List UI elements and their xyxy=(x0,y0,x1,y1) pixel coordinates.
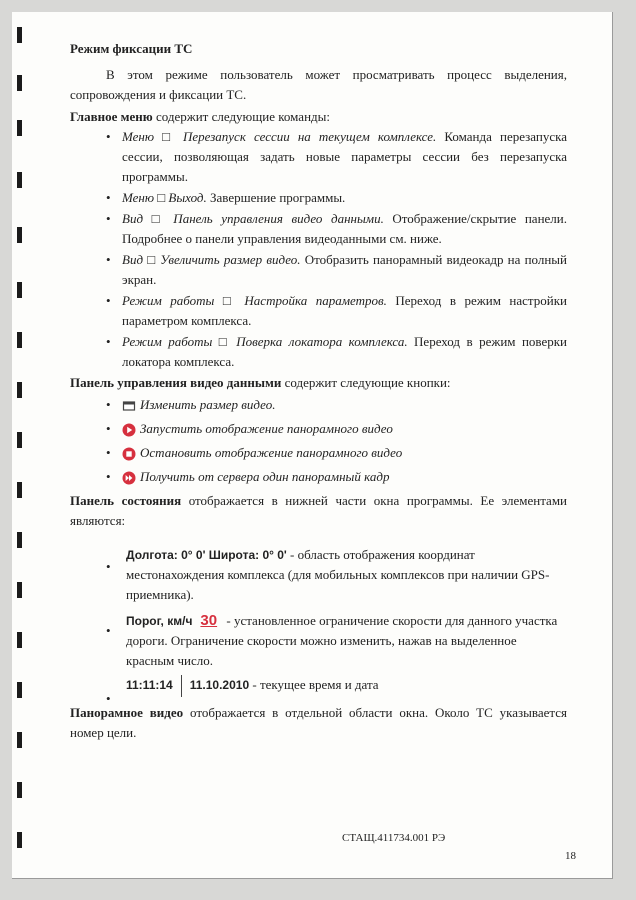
current-time: 11:11:14 xyxy=(126,678,173,692)
list-item xyxy=(70,188,567,208)
video-panel-heading-rest: содержит следующие кнопки: xyxy=(281,375,451,390)
resize-icon[interactable] xyxy=(122,399,136,413)
menu-path: Режим работы □ Поверка локатора комплекса. xyxy=(122,334,408,349)
status-panel-heading: Панель состояния xyxy=(70,493,182,508)
list-item xyxy=(70,465,567,489)
menu-description: Переход в режим поверки локатора комплекса. xyxy=(122,334,568,369)
panoramic-paragraph xyxy=(70,703,567,743)
menu-description: Отображение/скрытие панели. Подробнее о панели управления видеоданными см. ниже. xyxy=(122,211,567,246)
panoramic-heading-rest: отображается в отдельной области окна. Около ТС указывается номер цели. xyxy=(70,705,567,741)
video-panel-paragraph xyxy=(70,373,567,393)
binding-mark xyxy=(17,27,22,43)
datetime-description: - текущее время и дата xyxy=(249,677,379,692)
divider xyxy=(181,675,182,697)
play-icon[interactable] xyxy=(122,423,136,437)
binding-mark xyxy=(17,482,22,498)
document-code: СТАЩ.411734.001 РЭ xyxy=(342,832,446,844)
binding-mark xyxy=(17,282,22,298)
button-description: Получить от сервера один панорамный кадр xyxy=(140,469,390,484)
document-page xyxy=(12,12,613,879)
status-panel-elements xyxy=(70,545,567,697)
binding-mark xyxy=(17,732,22,748)
menu-path: Меню □ Перезапуск сессии на текущем комплексе. xyxy=(122,129,437,144)
intro-paragraph: В этом режиме пользователь может просматривать процесс выделения, сопровождения и фиксации ТС. xyxy=(70,67,567,102)
binding-mark xyxy=(17,75,22,91)
menu-path: Меню □ Выход. xyxy=(122,190,207,205)
coordinates-description: - область отображения координат местонахождения комплекса (для мобильных комплексов при наличии GPS-приемника). xyxy=(126,547,550,602)
video-panel-heading: Панель управления видео данными xyxy=(70,375,282,390)
list-item xyxy=(70,250,567,290)
binding-mark xyxy=(17,332,22,348)
panoramic-heading: Панорамное видео xyxy=(70,705,184,721)
current-date: 11.10.2010 xyxy=(189,678,250,692)
list-item xyxy=(70,675,567,697)
list-item xyxy=(70,209,567,249)
menu-description: Переход в режим настройки параметром комплекса. xyxy=(122,293,567,328)
binding-mark xyxy=(17,632,22,648)
list-item xyxy=(70,545,567,605)
status-panel-paragraph xyxy=(70,491,567,531)
binding-mark xyxy=(17,532,22,548)
status-panel-heading-rest: отображается в нижней части окна программы. Ее элементами являются: xyxy=(70,493,567,528)
main-menu-list xyxy=(70,127,567,372)
binding-mark xyxy=(17,382,22,398)
button-description: Запустить отображение панорамного видео xyxy=(140,421,393,436)
menu-description: Отобразить панорамный видеокадр на полный экран. xyxy=(122,252,567,287)
video-panel-buttons xyxy=(70,393,567,489)
speed-limit-value[interactable]: 30 xyxy=(200,612,218,629)
main-menu-heading: Главное меню xyxy=(70,109,153,124)
binding-mark xyxy=(17,120,22,136)
list-item xyxy=(70,393,567,417)
main-menu-paragraph xyxy=(70,107,567,127)
binding-mark xyxy=(17,227,22,243)
menu-path: Режим работы □ Настройка параметров. xyxy=(122,293,387,308)
menu-description: Команда перезапуска сессии, позволяющая задать новые параметры сессии без перезапуска программы. xyxy=(122,129,568,184)
button-description: Изменить размер видео. xyxy=(140,397,276,412)
list-item xyxy=(70,332,567,372)
binding-mark xyxy=(17,782,22,798)
list-item xyxy=(70,441,567,465)
button-description: Остановить отображение панорамного видео xyxy=(140,445,403,460)
single-frame-icon[interactable] xyxy=(122,471,136,485)
list-item xyxy=(70,127,567,187)
binding-mark xyxy=(17,432,22,448)
list-item xyxy=(70,417,567,441)
list-item xyxy=(70,611,567,671)
binding-mark xyxy=(17,682,22,698)
page-number: 18 xyxy=(565,850,576,862)
speed-limit-description: - установленное ограничение скорости для данного участка дороги. Ограничение скорости можно изменить, нажав на выделенное красным число. xyxy=(126,613,558,668)
speed-limit-label: Порог, км/ч xyxy=(126,614,193,628)
list-item xyxy=(70,291,567,331)
menu-path: Вид □ Увеличить размер видео. xyxy=(122,252,301,267)
menu-path: Вид □ Панель управления видео данными. xyxy=(122,211,384,226)
binding-mark xyxy=(17,582,22,598)
menu-description: Завершение программы. xyxy=(206,190,346,205)
section-title: Режим фиксации ТС xyxy=(70,41,193,56)
coordinates-display: Долгота: 0° 0' Широта: 0° 0' xyxy=(126,548,287,562)
binding-mark xyxy=(17,172,22,188)
page-content xyxy=(70,39,567,743)
binding-mark xyxy=(17,832,22,848)
main-menu-heading-rest: содержит следующие команды: xyxy=(152,109,330,124)
stop-icon[interactable] xyxy=(122,447,136,461)
